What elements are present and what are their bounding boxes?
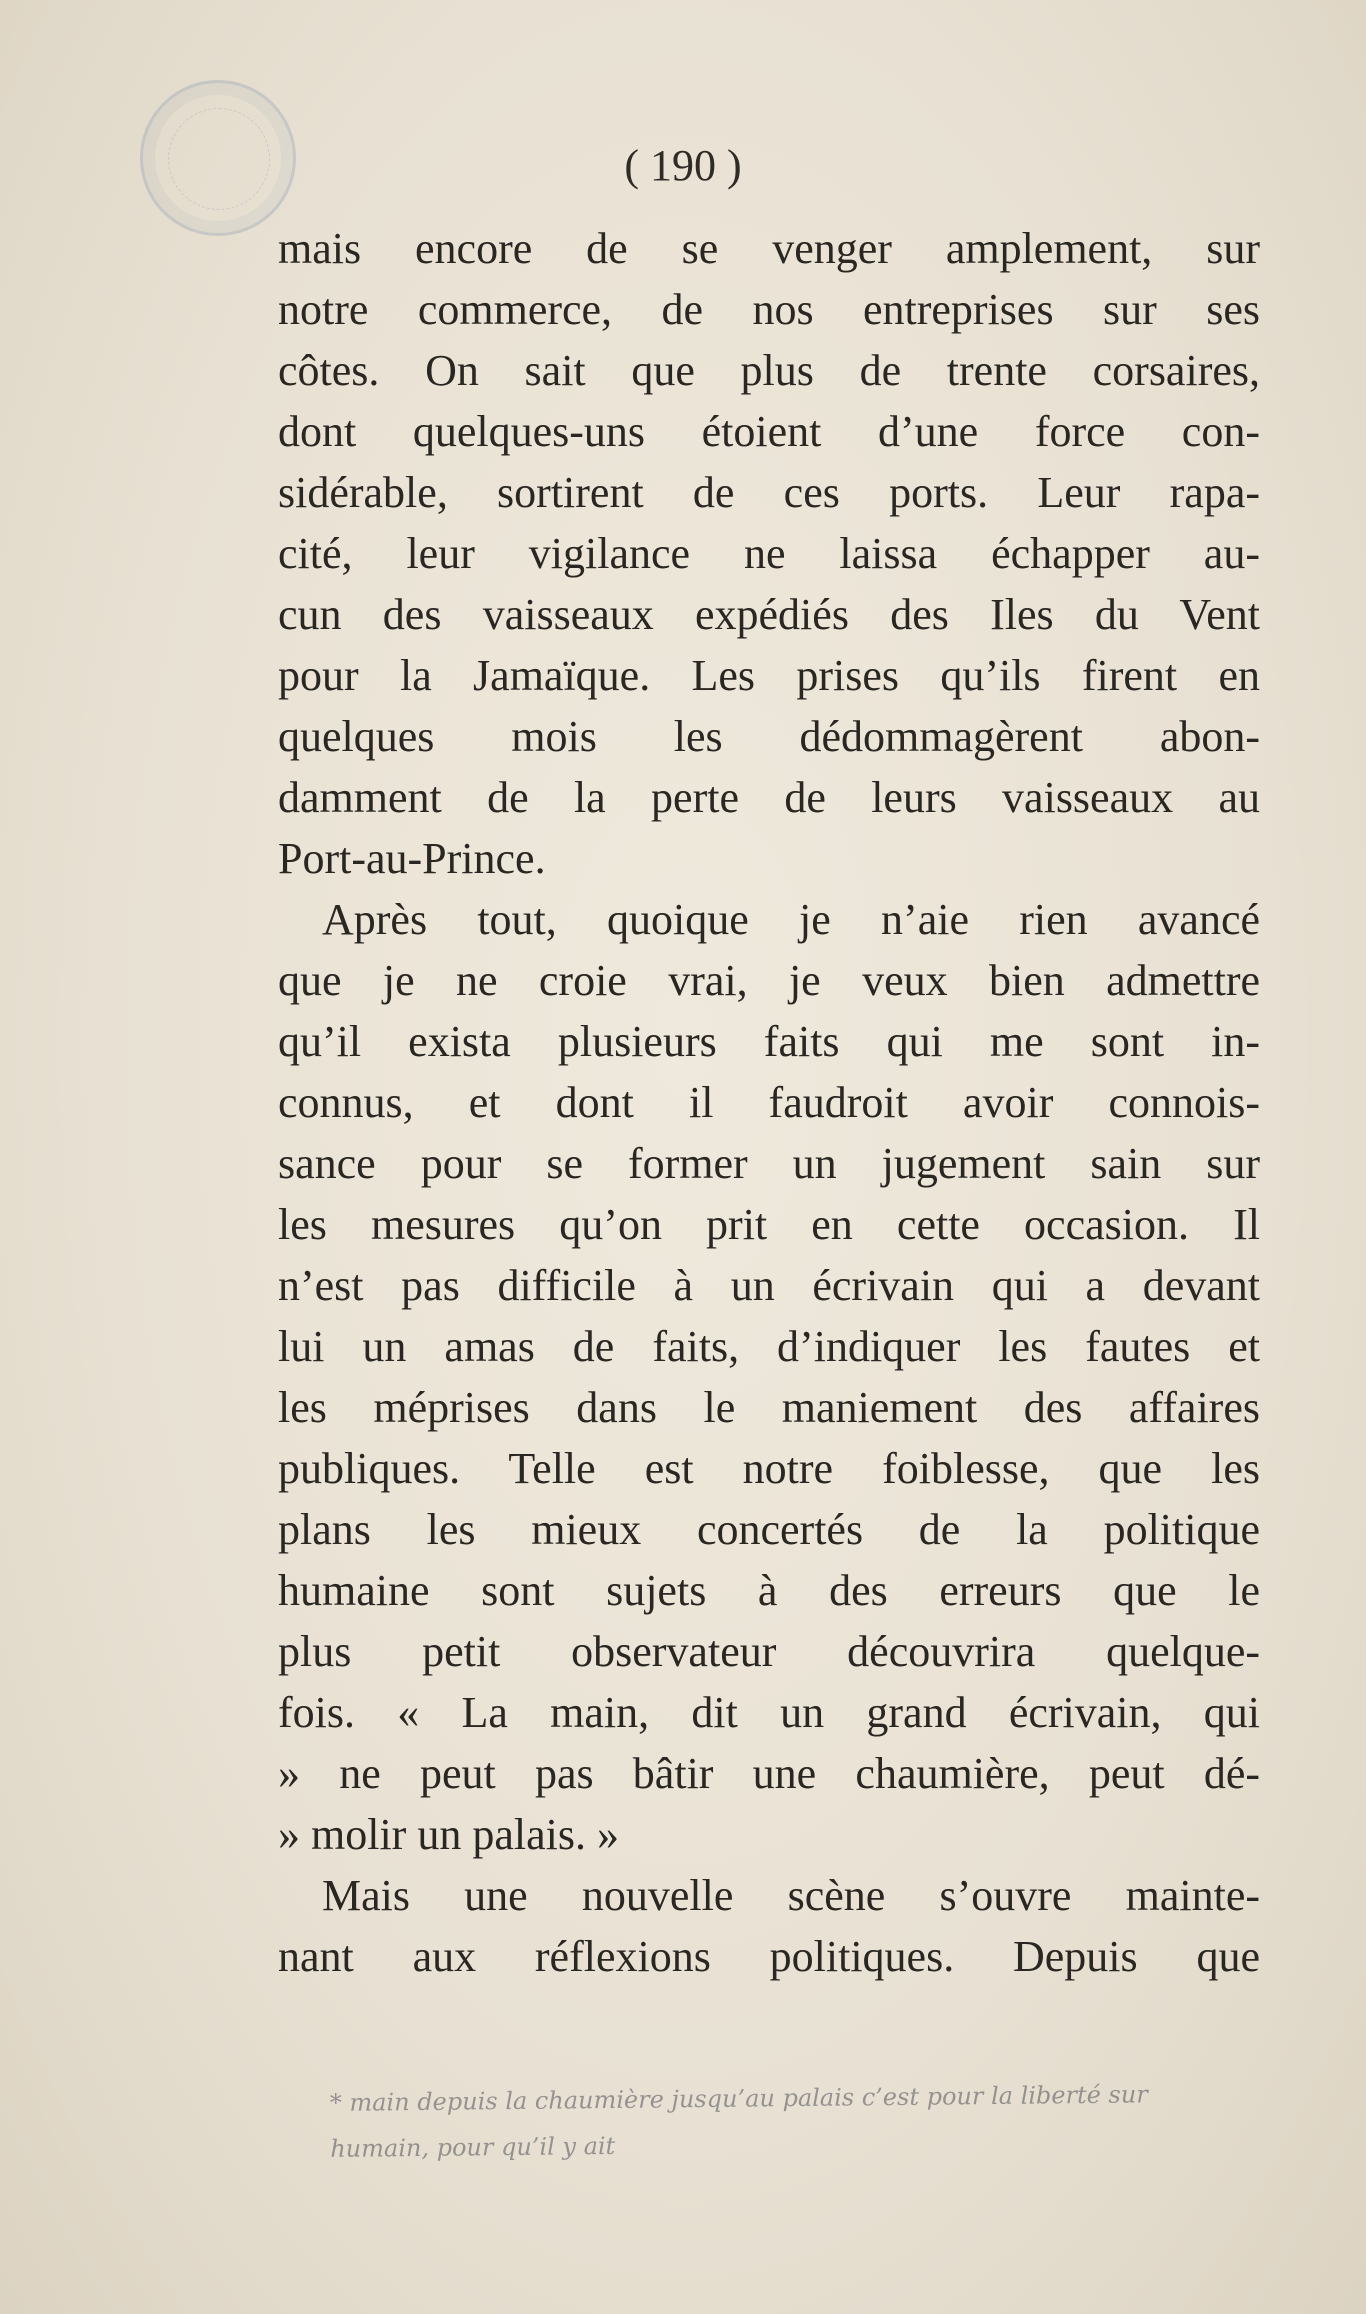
text-line: pour la Jamaïque. Les prises qu’ils firent en — [278, 651, 1260, 700]
handwritten-annotation — [330, 2070, 1271, 2172]
text-line: nant aux réflexions politiques. Depuis que — [278, 1932, 1260, 1981]
body-text — [278, 218, 1260, 1987]
text-line: » molir un palais. » — [278, 1810, 619, 1859]
annotation-line: humain, pour qu’il y ait — [330, 2131, 616, 2163]
text-line: cun des vaisseaux expédiés des Iles du Vent — [278, 590, 1260, 639]
text-line: Après tout, quoique je n’aie rien avancé — [322, 895, 1260, 944]
text-line: les mesures qu’on prit en cette occasion. Il — [278, 1200, 1260, 1249]
text-line: Port-au-Prince. — [278, 834, 546, 883]
text-line: Mais une nouvelle scène s’ouvre mainte- — [322, 1871, 1260, 1920]
text-line: n’est pas difficile à un écrivain qui a devant — [278, 1261, 1260, 1310]
text-line: sance pour se former un jugement sain sur — [278, 1139, 1260, 1188]
text-line: plans les mieux concertés de la politique — [278, 1505, 1260, 1554]
text-line: damment de la perte de leurs vaisseaux au — [278, 773, 1260, 822]
text-line: connus, et dont il faudroit avoir connois- — [278, 1078, 1260, 1127]
text-line: humaine sont sujets à des erreurs que le — [278, 1566, 1260, 1615]
text-line: quelques mois les dédommagèrent abon- — [278, 712, 1260, 761]
text-line: publiques. Telle est notre foiblesse, que les — [278, 1444, 1260, 1493]
text-line: côtes. On sait que plus de trente corsaires, — [278, 346, 1260, 395]
annotation-line: * main depuis la chaumière jusqu’au palais c’est pour la liberté sur — [329, 2080, 1148, 2117]
page-number: ( 190 ) — [624, 141, 742, 190]
text-line: dont quelques-uns étoient d’une force con- — [278, 407, 1260, 456]
text-line: lui un amas de faits, d’indiquer les fautes et — [278, 1322, 1260, 1371]
text-line: sidérable, sortirent de ces ports. Leur rapa- — [278, 468, 1260, 517]
text-line: notre commerce, de nos entreprises sur ses — [278, 285, 1260, 334]
text-line: » ne peut pas bâtir une chaumière, peut dé- — [278, 1749, 1260, 1798]
text-line: plus petit observateur découvrira quelque- — [278, 1627, 1260, 1676]
text-line: mais encore de se venger amplement, sur — [278, 224, 1260, 273]
text-line: que je ne croie vrai, je veux bien admettre — [278, 956, 1260, 1005]
text-line: qu’il exista plusieurs faits qui me sont in- — [278, 1017, 1260, 1066]
text-line: les méprises dans le maniement des affaires — [278, 1383, 1260, 1432]
text-line: cité, leur vigilance ne laissa échapper au- — [278, 529, 1260, 578]
text-line: fois. « La main, dit un grand écrivain, qui — [278, 1688, 1260, 1737]
